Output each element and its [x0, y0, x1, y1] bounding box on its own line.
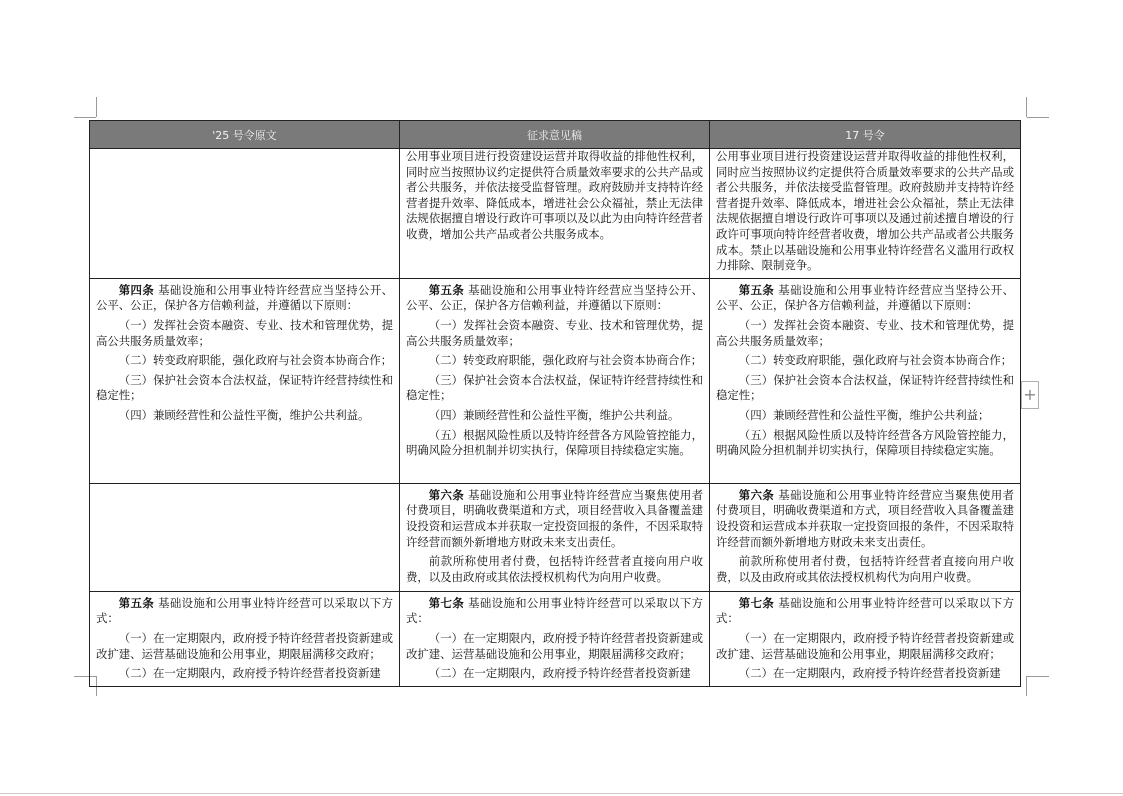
- article-number: 第四条: [118, 282, 155, 297]
- article-number: 第七条: [738, 595, 775, 610]
- paragraph-text: （五）根据风险性质以及特许经营各方风险管控能力，明确风险分担机制并切实执行，保障项目持续稳定实施。: [716, 427, 1014, 458]
- cell-paragraph: [406, 373, 703, 404]
- table-cell[interactable]: [400, 149, 710, 279]
- cell-paragraph: [716, 408, 1014, 424]
- paragraph-text: 基础设施和公用事业特许经营应当聚焦使用者付费项目，明确收费渠道和方式，项目经营收入具备覆盖建设投资和运营成本并获取一定投资回报的条件，不因采取特许经营而额外新增地方财政未来支出责任。: [716, 487, 1014, 549]
- cell-paragraph: [716, 554, 1014, 585]
- paragraph-text: （一）发挥社会资本融资、专业、技术和管理优势，提高公共服务质量效率；: [406, 317, 703, 348]
- paragraph-text: （一）在一定期限内，政府授予特许经营者投资新建或改扩建、运营基础设施和公用事业，期限届满移交政府；: [406, 630, 703, 661]
- cell-paragraph: [716, 318, 1014, 349]
- comparison-table: [89, 120, 1021, 687]
- paragraph-text: 基础设施和公用事业特许经营应当坚持公开、公平、公正，保护各方信赖利益，并遵循以下原则：: [96, 282, 393, 313]
- cell-paragraph: [406, 408, 703, 424]
- crop-mark: [74, 117, 96, 118]
- table-header-row: [90, 121, 1021, 149]
- article-number: 第五条: [118, 595, 155, 610]
- table-cell[interactable]: [400, 483, 710, 591]
- paragraph-text: 前款所称使用者付费，包括特许经营者直接向用户收费，以及由政府或其依法授权机构代为向用户收费。: [406, 554, 703, 584]
- table-row: [90, 278, 1021, 483]
- paragraph-text: （四）兼顾经营性和公益性平衡，维护公共利益。: [428, 407, 680, 422]
- paragraph-text: （二）转变政府职能，强化政府与社会资本协商合作；: [118, 353, 393, 368]
- paragraph-text: 公用事业项目进行投资建设运营并取得收益的排他性权利，同时应当按照协议约定提供符合质量效率要求的公共产品或者公共服务，并依法接受监督管理。政府鼓励并支持特许经营者提升效率、降低成本，增进社会公众福祉，禁止无法律法规依据擅自增设行政许可事项以及通过前述擅自增设的行政许可事项向特许经营者收费，增加公共产品或者公共服务成本。禁止以基础设施和公用事业特许经营名义滥用行政权力排除、限制竞争。: [716, 149, 1014, 273]
- table-cell[interactable]: [90, 149, 400, 279]
- cell-paragraph: [716, 428, 1014, 459]
- table-row: [90, 483, 1021, 591]
- paragraph-text: （四）兼顾经营性和公益性平衡，维护公共利益；: [738, 407, 990, 422]
- paragraph-text: （三）保护社会资本合法权益，保证特许经营持续性和稳定性；: [96, 372, 393, 403]
- cell-paragraph: [406, 554, 703, 585]
- paragraph-text: （四）兼顾经营性和公益性平衡，维护公共利益。: [118, 407, 370, 422]
- table-cell[interactable]: [710, 149, 1021, 279]
- table-cell[interactable]: [710, 591, 1021, 686]
- cell-paragraph: [406, 488, 703, 550]
- column-header-order17: 17 号令: [710, 121, 1021, 149]
- paragraph-text: 基础设施和公用事业特许经营可以采取以下方式：: [96, 595, 393, 626]
- table-cell[interactable]: [400, 591, 710, 686]
- cell-paragraph: [406, 596, 703, 627]
- article-number: 第六条: [738, 487, 775, 502]
- cell-paragraph: [716, 596, 1014, 627]
- table-cell[interactable]: [710, 483, 1021, 591]
- paragraph-text: （三）保护社会资本合法权益，保证特许经营持续性和稳定性；: [716, 372, 1014, 403]
- paragraph-text: （一）发挥社会资本融资、专业、技术和管理优势，提高公共服务质量效率；: [96, 317, 393, 348]
- column-header-draft: 征求意见稿: [400, 121, 710, 149]
- paragraph-text: （五）根据风险性质以及特许经营各方风险管控能力，明确风险分担机制并切实执行，保障项目持续稳定实施。: [406, 427, 703, 458]
- table-row: [90, 591, 1021, 686]
- paragraph-text: 基础设施和公用事业特许经营应当坚持公开、公平、公正，保护各方信赖利益，并遵循以下原则：: [716, 282, 1014, 313]
- cell-paragraph: [406, 666, 703, 682]
- cell-paragraph: [716, 283, 1014, 314]
- cell-paragraph: [406, 283, 703, 314]
- cell-paragraph: [406, 631, 703, 662]
- cell-paragraph: [716, 631, 1014, 662]
- add-row-button[interactable]: +: [1021, 381, 1039, 409]
- cell-paragraph: [406, 353, 703, 369]
- cell-paragraph: [716, 373, 1014, 404]
- table-cell[interactable]: [90, 278, 400, 483]
- crop-mark: [1027, 117, 1049, 118]
- crop-mark: [1026, 97, 1027, 117]
- table-cell[interactable]: [400, 278, 710, 483]
- table-cell[interactable]: [710, 278, 1021, 483]
- paragraph-text: 公用事业项目进行投资建设运营并取得收益的排他性权利，同时应当按照协议约定提供符合质量效率要求的公共产品或者公共服务，并依法接受监督管理。政府鼓励并支持特许经营者提升效率、降低成本，增进社会公众福祉，禁止无法律法规依据擅自增设行政许可事项以及以此为由向特许经营者收费，增加公共产品或者公共服务成本。: [406, 149, 703, 241]
- paragraph-text: 前款所称使用者付费，包括特许经营者直接向用户收费，以及由政府或其依法授权机构代为向用户收费。: [716, 554, 1014, 584]
- paragraph-text: 基础设施和公用事业特许经营可以采取以下方式：: [406, 595, 703, 626]
- cell-paragraph: [96, 408, 393, 424]
- column-header-original: '25 号令原文: [90, 121, 400, 149]
- paragraph-text: 基础设施和公用事业特许经营应当坚持公开、公平、公正，保护各方信赖利益，并遵循以下原则：: [406, 282, 703, 313]
- paragraph-text: 基础设施和公用事业特许经营可以采取以下方式：: [716, 595, 1014, 626]
- cell-paragraph: [716, 666, 1014, 682]
- cell-paragraph: [96, 373, 393, 404]
- article-number: 第六条: [428, 487, 465, 502]
- article-number: 第五条: [428, 282, 465, 297]
- cell-paragraph: [96, 318, 393, 349]
- paragraph-text: （二）在一定期限内，政府授予特许经营者投资新建: [118, 666, 381, 681]
- paragraph-text: （二）转变政府职能，强化政府与社会资本协商合作；: [738, 353, 1013, 368]
- cell-paragraph: [96, 631, 393, 662]
- cell-paragraph: [716, 149, 1014, 274]
- paragraph-text: （二）在一定期限内，政府授予特许经营者投资新建: [738, 666, 1001, 681]
- paragraph-text: （一）在一定期限内，政府授予特许经营者投资新建或改扩建、运营基础设施和公用事业，期限届满移交政府；: [96, 630, 393, 661]
- cell-paragraph: [96, 283, 393, 314]
- crop-mark: [96, 97, 97, 117]
- cell-paragraph: [96, 666, 393, 682]
- paragraph-text: （一）在一定期限内，政府授予特许经营者投资新建或改扩建、运营基础设施和公用事业，期限届满移交政府；: [716, 630, 1014, 661]
- page-bottom-divider: [0, 793, 1123, 794]
- paragraph-text: （二）在一定期限内，政府授予特许经营者投资新建: [428, 666, 691, 681]
- table-cell[interactable]: [90, 591, 400, 686]
- cell-paragraph: [96, 353, 393, 369]
- table-row: [90, 149, 1021, 279]
- cell-paragraph: [716, 353, 1014, 369]
- crop-mark: [1027, 676, 1049, 677]
- cell-paragraph: [406, 428, 703, 459]
- paragraph-text: （三）保护社会资本合法权益，保证特许经营持续性和稳定性；: [406, 372, 703, 403]
- article-number: 第五条: [738, 282, 775, 297]
- paragraph-text: 基础设施和公用事业特许经营应当聚焦使用者付费项目，明确收费渠道和方式，项目经营收入具备覆盖建设投资和运营成本并获取一定投资回报的条件，不因采取特许经营而额外新增地方财政未来支出责任。: [406, 487, 703, 549]
- article-number: 第七条: [428, 595, 465, 610]
- paragraph-text: （二）转变政府职能，强化政府与社会资本协商合作；: [428, 353, 703, 368]
- paragraph-text: （一）发挥社会资本融资、专业、技术和管理优势，提高公共服务质量效率；: [716, 317, 1014, 348]
- crop-mark: [1026, 676, 1027, 696]
- cell-paragraph: [716, 488, 1014, 550]
- cell-paragraph: [406, 149, 703, 243]
- cell-paragraph: [406, 318, 703, 349]
- table-cell[interactable]: [90, 483, 400, 591]
- cell-paragraph: [96, 596, 393, 627]
